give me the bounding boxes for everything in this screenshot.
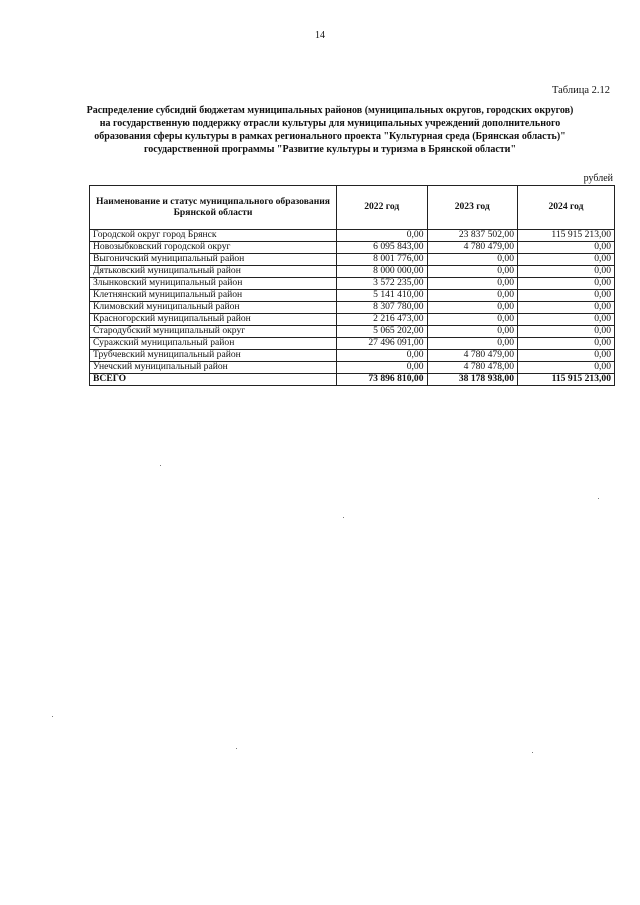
amount-2024: 0,00: [518, 314, 615, 326]
table-row: [90, 302, 615, 314]
amount-2023: 0,00: [427, 266, 518, 278]
table-label: Таблица 2.12: [551, 85, 610, 96]
table-row: [90, 230, 615, 242]
amount-2024: 0,00: [518, 278, 615, 290]
total-2024: 115 915 213,00: [518, 374, 615, 386]
amount-2023: 0,00: [427, 338, 518, 350]
total-2023: 38 178 938,00: [427, 374, 518, 386]
column-header-name: Наименование и статус муниципального образования Брянской области: [90, 186, 337, 230]
table-row: [90, 350, 615, 362]
title-line: на государственную поддержку отрасли культуры для муниципальных учреждений дополнительного: [99, 118, 561, 129]
amount-2022: 6 095 843,00: [337, 242, 428, 254]
amount-2024: 0,00: [518, 326, 615, 338]
scan-speck: [343, 517, 344, 518]
table-header-row: [90, 186, 615, 230]
amount-2024: 0,00: [518, 338, 615, 350]
municipality-name: Трубчевский муниципальный район: [90, 350, 337, 362]
total-label: ВСЕГО: [90, 374, 337, 386]
amount-2024: 0,00: [518, 362, 615, 374]
municipality-name: Красногорский муниципальный район: [90, 314, 337, 326]
amount-2024: 0,00: [518, 350, 615, 362]
amount-2022: 0,00: [337, 362, 428, 374]
amount-2023: 0,00: [427, 254, 518, 266]
scan-speck: [160, 465, 161, 466]
municipality-name: Новозыбковский городской округ: [90, 242, 337, 254]
amount-2022: 0,00: [337, 230, 428, 242]
amount-2023: 0,00: [427, 314, 518, 326]
municipality-name: Клетнянский муниципальный район: [90, 290, 337, 302]
page-number: 14: [315, 30, 325, 41]
title-line: государственной программы "Развитие культуры и туризма в Брянской области": [144, 144, 516, 155]
amount-2024: 0,00: [518, 254, 615, 266]
table-row: [90, 266, 615, 278]
table-row: [90, 242, 615, 254]
amount-2022: 5 065 202,00: [337, 326, 428, 338]
amount-2022: 3 572 235,00: [337, 278, 428, 290]
amount-2022: 2 216 473,00: [337, 314, 428, 326]
municipality-name: Климовский муниципальный район: [90, 302, 337, 314]
amount-2024: 0,00: [518, 266, 615, 278]
units-label: рублей: [583, 173, 613, 184]
amount-2023: 4 780 478,00: [427, 362, 518, 374]
table-row: [90, 338, 615, 350]
municipality-name: Суражский муниципальный район: [90, 338, 337, 350]
municipality-name: Злынковский муниципальный район: [90, 278, 337, 290]
scan-speck: [52, 716, 53, 717]
amount-2023: 0,00: [427, 278, 518, 290]
table-body: [90, 230, 615, 386]
title-line: Распределение субсидий бюджетам муниципальных районов (муниципальных округов, городских округов): [86, 105, 574, 116]
total-row: [90, 374, 615, 386]
table-row: [90, 314, 615, 326]
municipality-name: Городской округ город Брянск: [90, 230, 337, 242]
amount-2024: 0,00: [518, 242, 615, 254]
amount-2022: 8 000 000,00: [337, 266, 428, 278]
scan-speck: [236, 748, 237, 749]
table-row: [90, 278, 615, 290]
scan-speck: [532, 752, 533, 753]
municipality-name: Унечский муниципальный район: [90, 362, 337, 374]
municipality-name: Выгоничский муниципальный район: [90, 254, 337, 266]
municipality-name: Дятьковский муниципальный район: [90, 266, 337, 278]
total-2022: 73 896 810,00: [337, 374, 428, 386]
column-header-2023: 2023 год: [427, 186, 518, 230]
amount-2023: 0,00: [427, 302, 518, 314]
amount-2023: 4 780 479,00: [427, 350, 518, 362]
amount-2022: 27 496 091,00: [337, 338, 428, 350]
column-header-2022: 2022 год: [337, 186, 428, 230]
amount-2022: 0,00: [337, 350, 428, 362]
table-row: [90, 290, 615, 302]
amount-2022: 5 141 410,00: [337, 290, 428, 302]
amount-2024: 0,00: [518, 290, 615, 302]
table-row: [90, 326, 615, 338]
amount-2023: 0,00: [427, 290, 518, 302]
municipality-name: Стародубский муниципальный округ: [90, 326, 337, 338]
amount-2024: 115 915 213,00: [518, 230, 615, 242]
table-row: [90, 362, 615, 374]
table-row: [90, 254, 615, 266]
title-line: образования сферы культуры в рамках регионального проекта "Культурная среда (Брянская область)": [94, 131, 566, 142]
column-header-2024: 2024 год: [518, 186, 615, 230]
amount-2024: 0,00: [518, 302, 615, 314]
amount-2023: 23 837 502,00: [427, 230, 518, 242]
amount-2022: 8 307 780,00: [337, 302, 428, 314]
amount-2023: 4 780 479,00: [427, 242, 518, 254]
amount-2022: 8 001 776,00: [337, 254, 428, 266]
subsidy-table: [89, 185, 615, 386]
amount-2023: 0,00: [427, 326, 518, 338]
table-title: [60, 104, 600, 156]
scan-speck: [598, 498, 599, 499]
